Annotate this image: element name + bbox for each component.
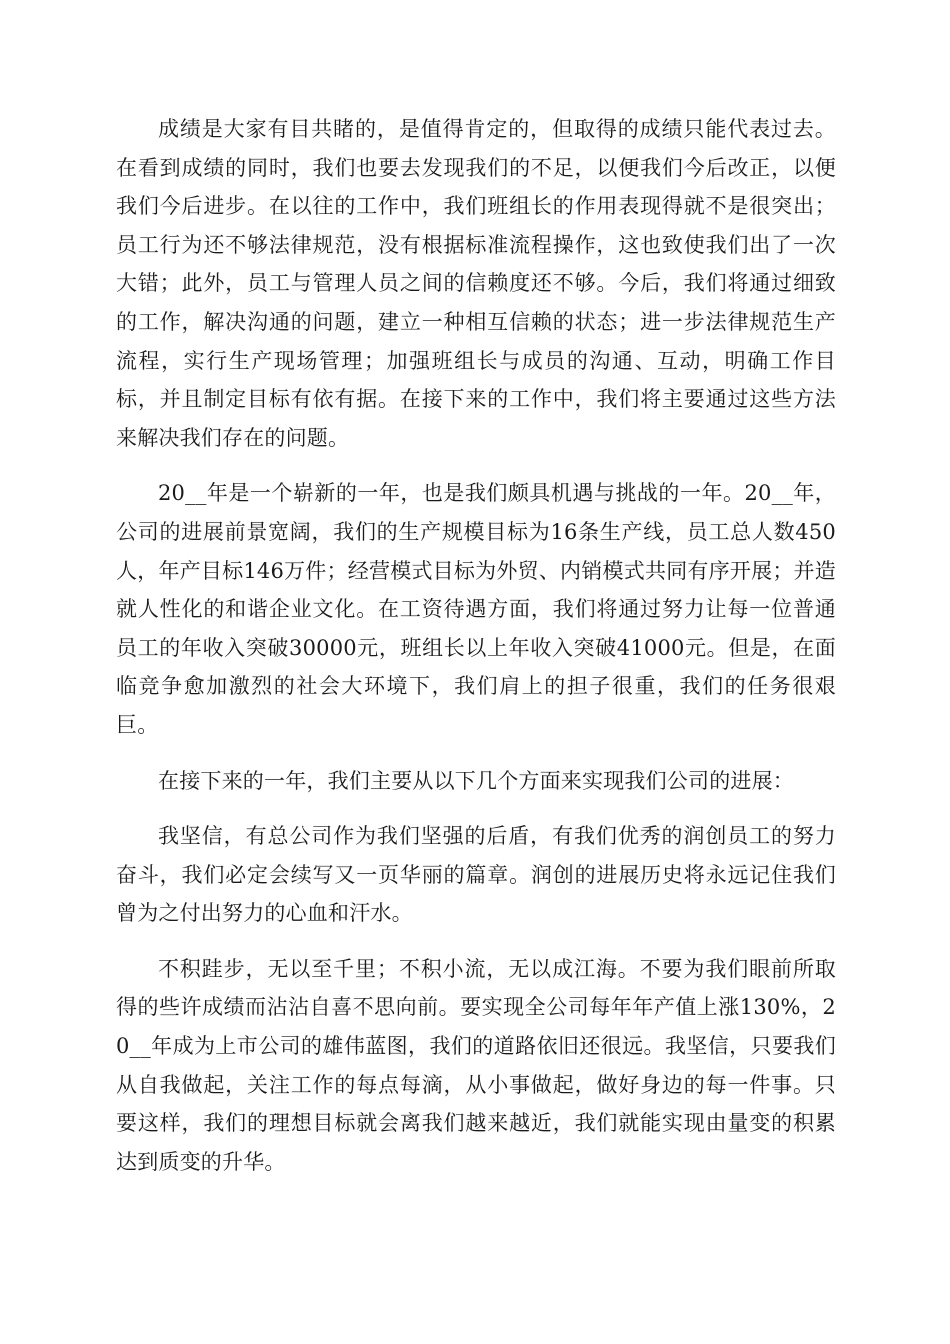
paragraph-achievements: 成绩是大家有目共睹的，是值得肯定的，但取得的成绩只能代表过去。在看到成绩的同时，我们也要去发现我们的不足，以便我们今后改正，以便我们今后进步。在以往的工作中，我们班组长的作用表现得就不是很突出；员工行为还不够法律规范，没有根据标准流程操作，这也致使我们出了一次大错；此外，员工与管理人员之间的信赖度还不够。今后，我们将通过细致的工作，解决沟通的问题，建立一种相互信赖的状态；进一步法律规范生产流程，实行生产现场管理；加强班组长与成员的沟通、互动，明确工作目标，并且制定目标有依有据。在接下来的工作中，我们将主要通过这些方法来解决我们存在的问题。 — [116, 117, 836, 450]
paragraph-new-year-goals: 20__年是一个崭新的一年，也是我们颇具机遇与挑战的一年。20__年，公司的进展前景宽阔，我们的生产规模目标为16条生产线，员工总人数450人，年产目标146万件；经营模式目标为外贸、内销模式共同有序开展；并造就人性化的和谐企业文化。在工资待遇方面，我们将通过努力让每一位普通员工的年收入突破30000元，班组长以上年收入突破41000元。但是，在面临竞争愈加激烈的社会大环境下，我们肩上的担子很重，我们的任务很艰巨。 — [116, 481, 836, 737]
paragraph-conclusion: 不积跬步，无以至千里；不积小流，无以成江海。不要为我们眼前所取得的些许成绩而沾沾自喜不思向前。要实现全公司每年年产值上涨130%，20__年成为上市公司的雄伟蓝图，我们的道路依旧还很远。我坚信，只要我们从自我做起，关注工作的每点每滴，从小事做起，做好身边的每一件事。只要这样，我们的理想目标就会离我们越来越近，我们就能实现由量变的积累达到质变的升华。 — [116, 956, 836, 1174]
document-body — [116, 110, 836, 1198]
paragraph-next-year-intro: 在接下来的一年，我们主要从以下几个方面来实现我们公司的进展： — [158, 768, 794, 793]
paragraph-confidence: 我坚信，有总公司作为我们坚强的后盾，有我们优秀的润创员工的努力奋斗，我们必定会续写又一页华丽的篇章。润创的进展历史将永远记住我们曾为之付出努力的心血和汗水。 — [116, 824, 836, 926]
